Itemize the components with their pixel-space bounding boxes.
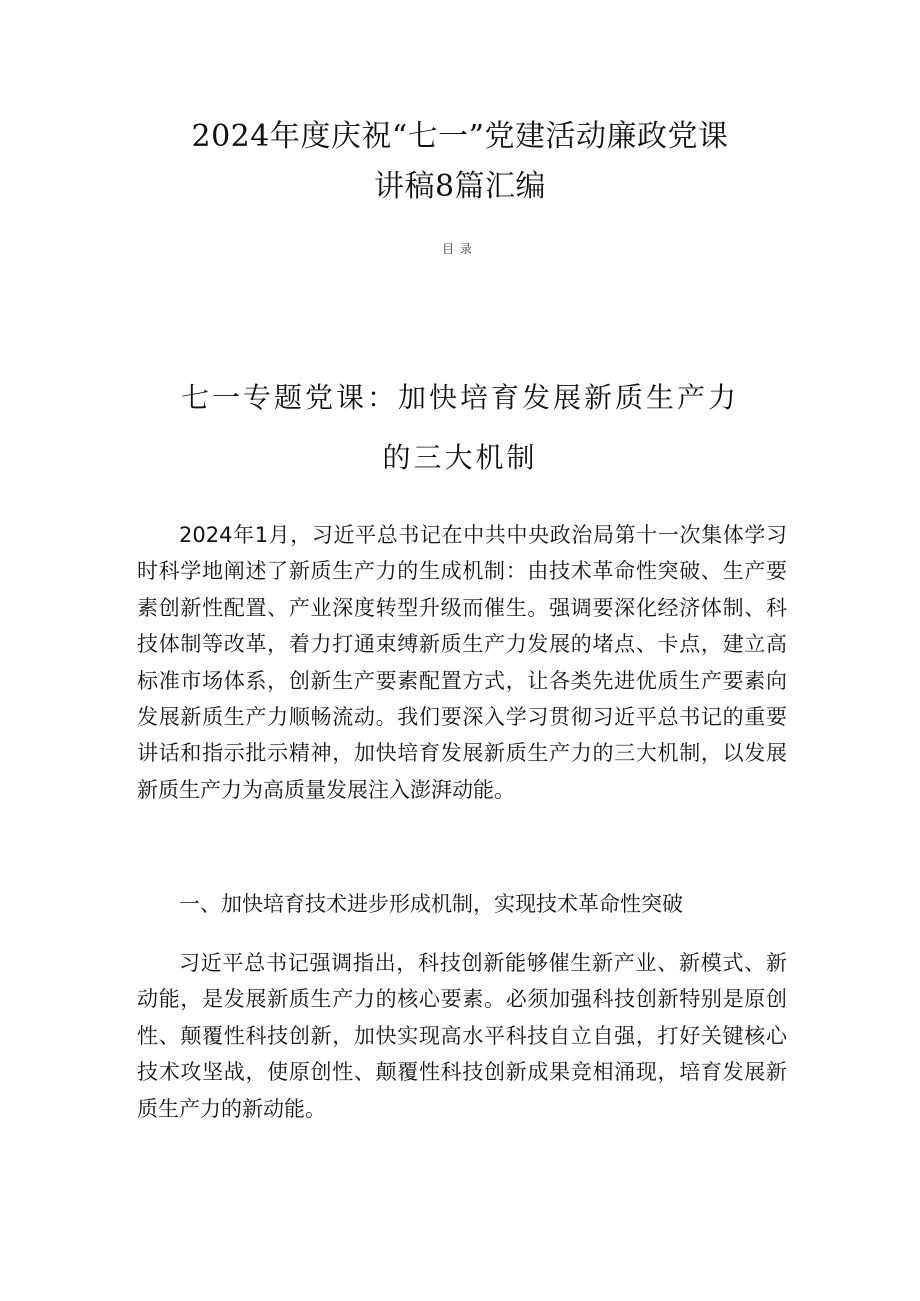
section-title (0, 368, 920, 488)
section-title-line-1: 七一专题党课：加快培育发展新质生产力 (180, 381, 739, 414)
subsection-heading-1: 一、加快培育技术进步形成机制，实现技术革命性突破 (179, 892, 683, 916)
section-title-line-2: 的三大机制 (382, 441, 538, 474)
subsection-1-paragraph: 习近平总书记强调指出，科技创新能够催生新产业、新模式、新动能，是发展新质生产力的核心要素。必须加强科技创新特别是原创性、颠覆性科技创新，加快实现高水平科技自立自强，打好关键核心技术攻坚战，使原创性、颠覆性科技创新成果竞相涌现，培育发展新质生产力的新动能。 (137, 951, 787, 1121)
table-of-contents-label: 目录 (441, 242, 478, 256)
document-title (0, 112, 920, 212)
document-title-line-2: 讲稿8篇汇编 (373, 169, 547, 204)
intro-paragraph: 2024年1月，习近平总书记在中共中央政治局第十一次集体学习时科学地阐述了新质生产力的生成机制：由技术革命性突破、生产要素创新性配置、产业深度转型升级而催生。强调要深化经济体制、科技体制等改革，着力打通束缚新质生产力发展的堵点、卡点，建立高标准市场体系，创新生产要素配置方式，让各类先进优质生产要素向发展新质生产力顺畅流动。我们要深入学习贯彻习近平总书记的重要讲话和指示批示精神，加快培育发展新质生产力的三大机制，以发展新质生产力为高质量发展注入澎湃动能。 (137, 523, 787, 802)
document-title-line-1: 2024年度庆祝“七一”党建活动廉政党课 (191, 119, 729, 154)
